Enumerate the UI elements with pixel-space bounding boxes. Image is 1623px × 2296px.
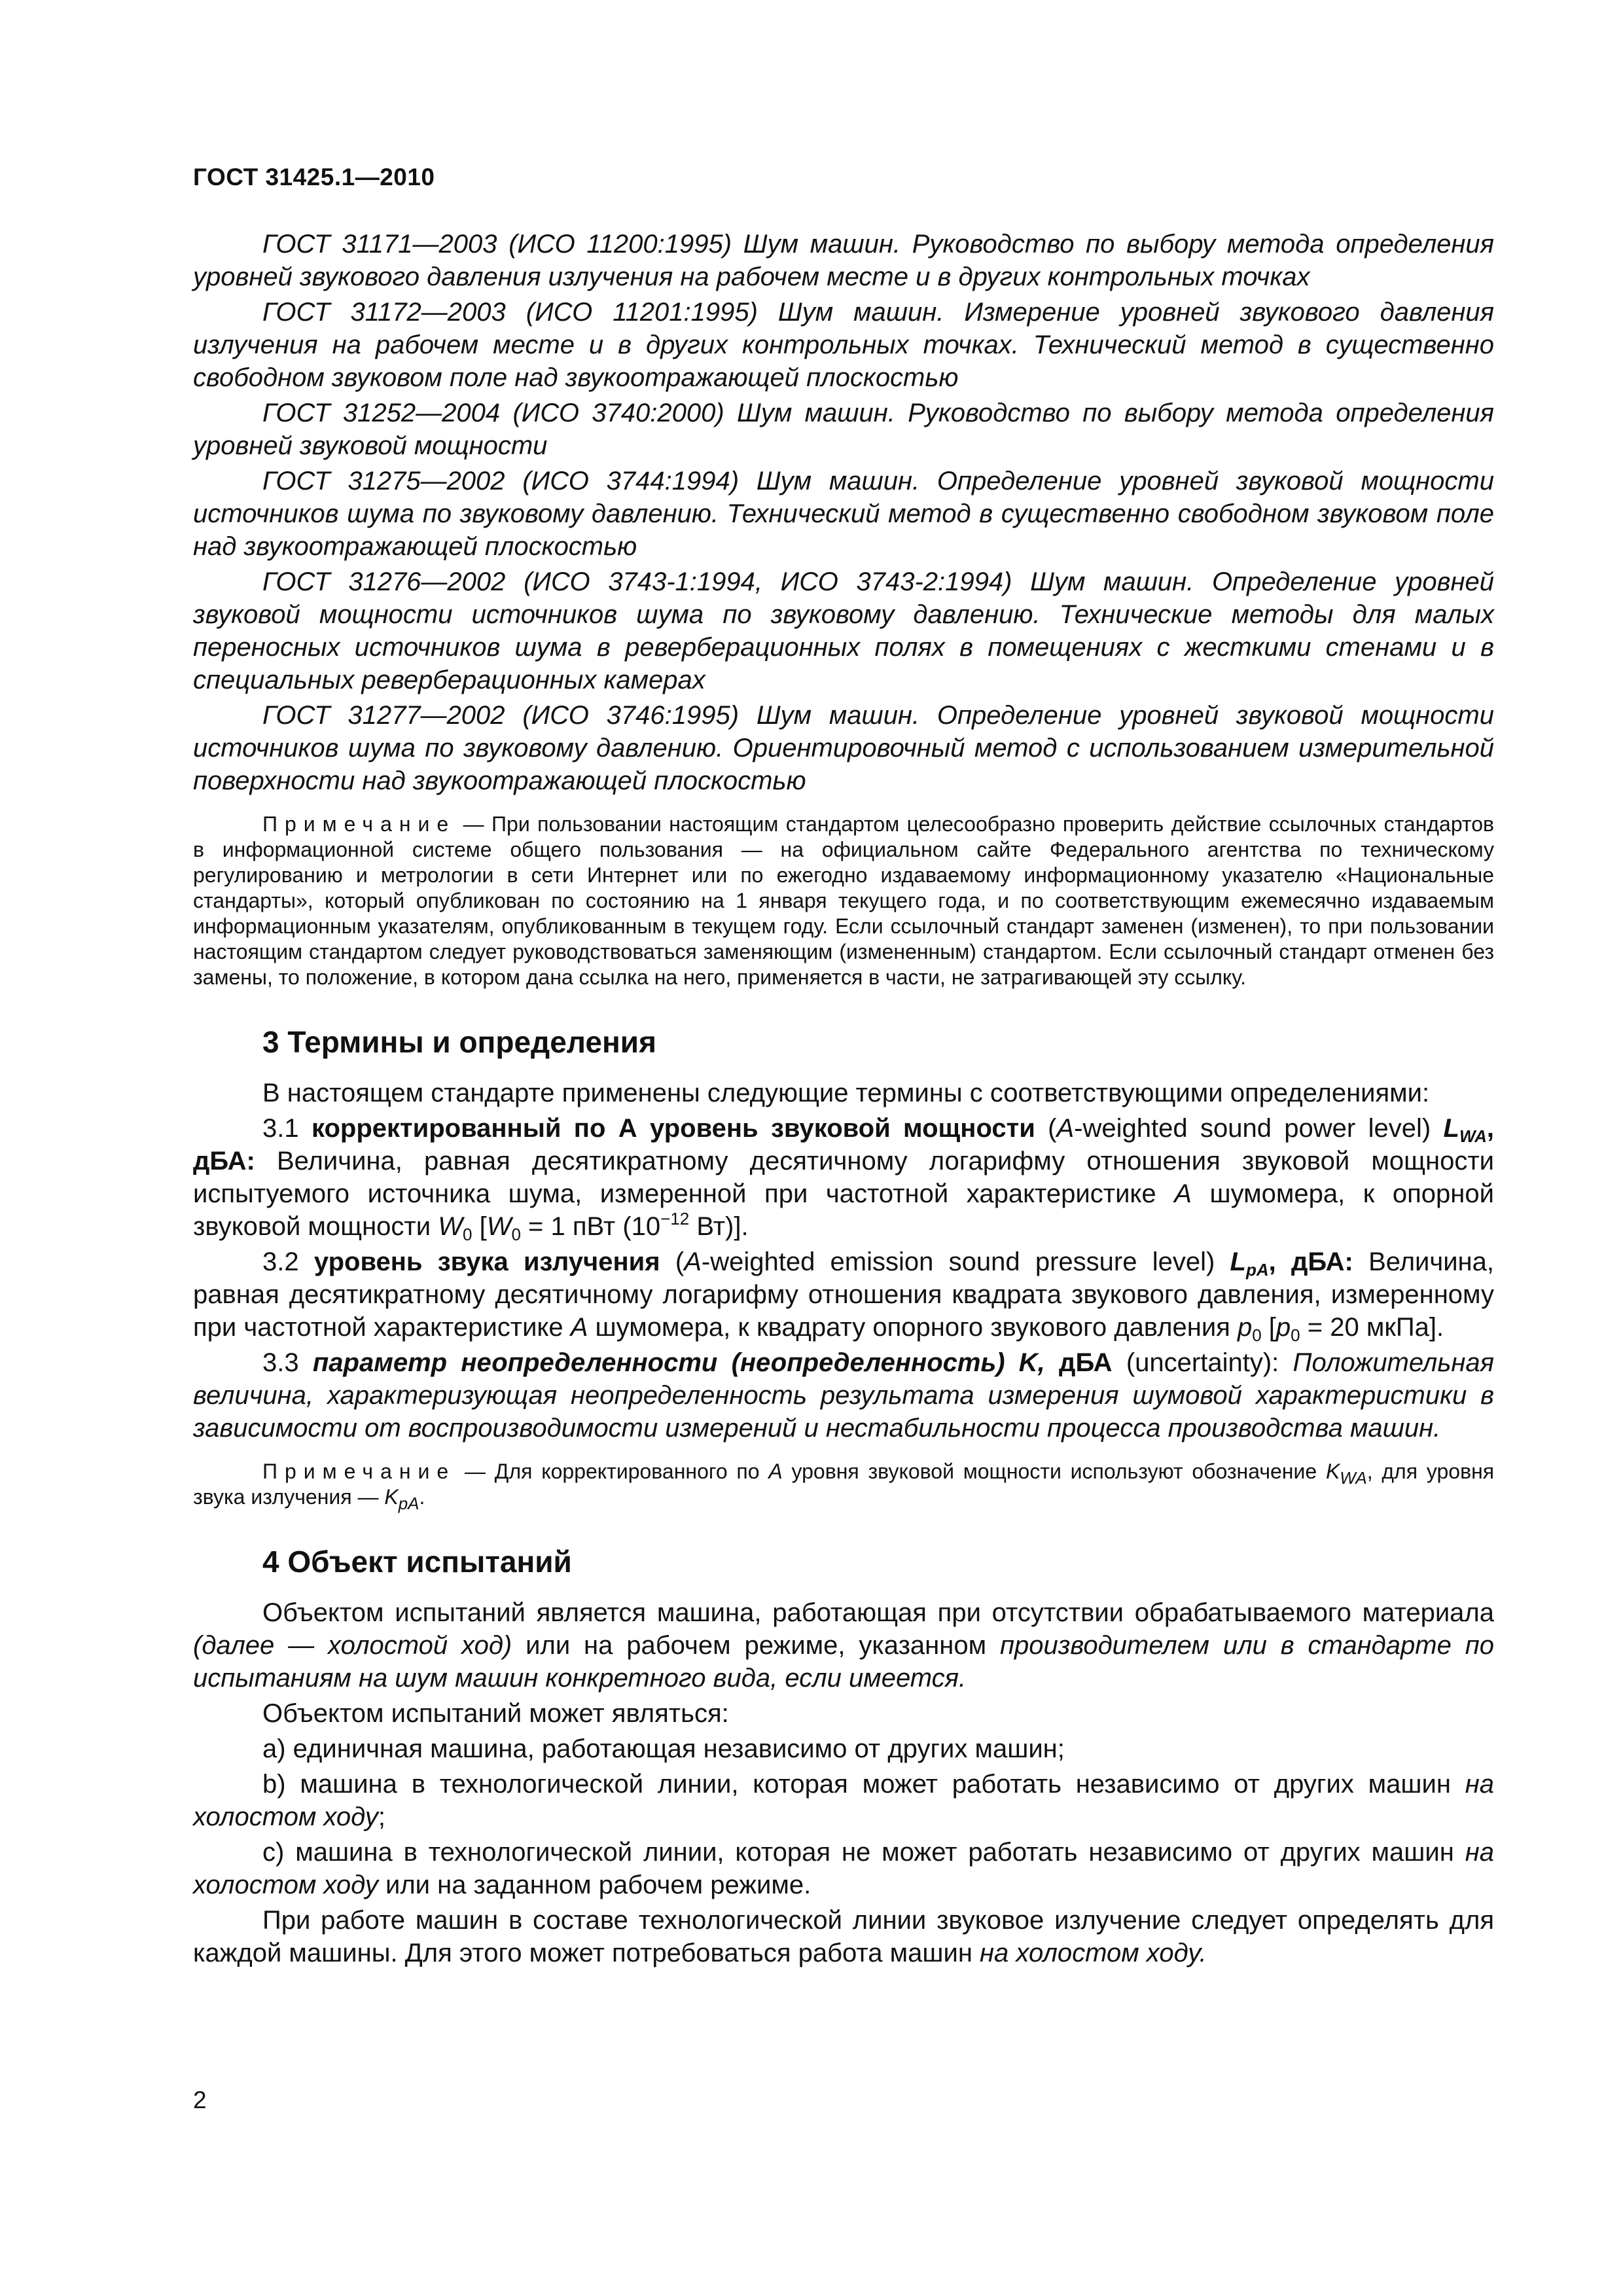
term-3-3: 3.3 параметр неопределенности (неопределенность) K, дБА (uncertainty): Положительная величина, характеризующая неопределенность результата измерения шумовой характеристики в зависимости от воспроизводимости измерений и нестабильности процесса производства машин. [193,1348,1495,1443]
section-4-paragraph-3: При работе машин в составе технологической линии звуковое излучение следует определять для каждой машины. Для этого может потребоваться работа машин на холостом ходу. [193,1906,1494,1967]
section-4-paragraph-1: Объектом испытаний является машина, работающая при отсутствии обрабатываемого материала (далее — холостой ход) или на рабочем режиме, указанном производителем или в стандарте по испытаниям на шум машин конкретного вида, если имеется. [193,1598,1494,1693]
list-item-c: c) машина в технологической линии, которая не может работать независимо от других машин на холостом ходу или на заданном рабочем режиме. [193,1838,1494,1899]
page-content [193,228,1494,1972]
page-number: 2 [193,2087,207,2113]
document-code-header: ГОСТ 31425.1—2010 [193,164,435,190]
reference-gost-31275: ГОСТ 31275—2002 (ИСО 3744:1994) Шум машин. Определение уровней звуковой мощности источников шума по звуковому давлению. Технический метод в существенно свободном звуковом поле над звукоотражающей плоскостью [193,467,1494,561]
note-label: Примечание [262,1460,456,1483]
section-4-paragraph-2: Объектом испытаний может являться: [262,1699,729,1728]
reference-gost-31172: ГОСТ 31172—2003 (ИСО 11201:1995) Шум машин. Измерение уровней звукового давления излучения на рабочем месте и в других контрольных точках. Технический метод в существенно свободном звуковом поле над звукоотражающей плоскостью [193,298,1494,392]
section-3-heading: 3 Термины и определения [262,1025,656,1059]
term-3-3-name: параметр неопределенности (неопределенность) K, [312,1348,1045,1377]
term-3-2-name: уровень звука излучения [313,1247,660,1276]
list-item-a: a) единичная машина, работающая независимо от других машин; [262,1734,1065,1763]
reference-gost-31277: ГОСТ 31277—2002 (ИСО 3746:1995) Шум машин. Определение уровней звуковой мощности источников шума по звуковому давлению. Ориентировочный метод с использованием измерительной поверхности над звукоотражающей плоскостью [193,701,1494,795]
term-3-1-name: корректированный по А уровень звуковой мощности [311,1114,1035,1143]
reference-gost-31171: ГОСТ 31171—2003 (ИСО 11200:1995) Шум машин. Руководство по выбору метода определения уровней звукового давления излучения на рабочем месте и в других контрольных точках [193,230,1494,291]
section-3-intro: В настоящем стандарте применены следующие термины с соответствующими определениями: [262,1079,1430,1107]
note-uncertainty: Примечание — Для корректированного по А уровня звуковой мощности используют обозначение $K_{WA}$, для уровня звука излучения — $K_{pA}$. [193,1460,1495,1513]
reference-gost-31276: ГОСТ 31276—2002 (ИСО 3743-1:1994, ИСО 3743-2:1994) Шум машин. Определение уровней звуковой мощности источников шума по звуковому давлению. Технические методы для малых переносных источников шума в реверберационных полях в помещениях с жесткими стенами и в специальных реверберационных камерах [193,567,1494,694]
term-3-2: 3.2 уровень звука излучения (A-weighted emission sound pressure level) $L_{pA}$, дБА: Величина, равная десятикратному десятичному логарифму отношения квадрата звукового давления, измеренному при частотной характеристике А шумомера, к квадрату опорного звукового давления $p_0$ [$p_0 = 20$ мкПа]. [193,1247,1495,1345]
note-label: Примечание [262,812,456,836]
reference-gost-31252: ГОСТ 31252—2004 (ИСО 3740:2000) Шум машин. Руководство по выбору метода определения уровней звуковой мощности [193,399,1494,460]
note-text: — При пользовании настоящим стандартом целесообразно проверить действие ссылочных стандартов в информационной системе общего пользования — на официальном сайте Федерального агентства по техническому регулированию и метрологии в сети Интернет или по ежегодно издаваемому информационному указателю «Национальные стандарты», который опубликован по состоянию на 1 января текущего года, и по соответствующим ежемесячно издаваемым информационным указателям, опубликованным в текущем году. Если ссылочный стандарт заменен (изменен), то при пользовании настоящим стандартом следует руководствоваться заменяющим (измененным) стандартом. Если ссылочный стандарт отменен без замены, то положение, в котором дана ссылка на него, применяется в части, не затрагивающей эту ссылку. [193,812,1495,989]
section-4-heading: 4 Объект испытаний [262,1545,572,1579]
note-references [193,812,1494,990]
term-3-1: 3.1 корректированный по А уровень звуковой мощности (A-weighted sound power level) $L_{WA}$, дБА: Величина, равная десятикратному десятичному логарифму отношения звуковой мощности испытуемого источника шума, измеренной при частотной характеристике А шумомера, к опорной звуковой мощности $W_0$ [$W_0 = 1$ пВт ($10^{-12}$ Вт)]. [193,1114,1494,1244]
list-item-b: b) машина в технологической линии, которая может работать независимо от других машин на холостом ходу; [193,1770,1494,1831]
